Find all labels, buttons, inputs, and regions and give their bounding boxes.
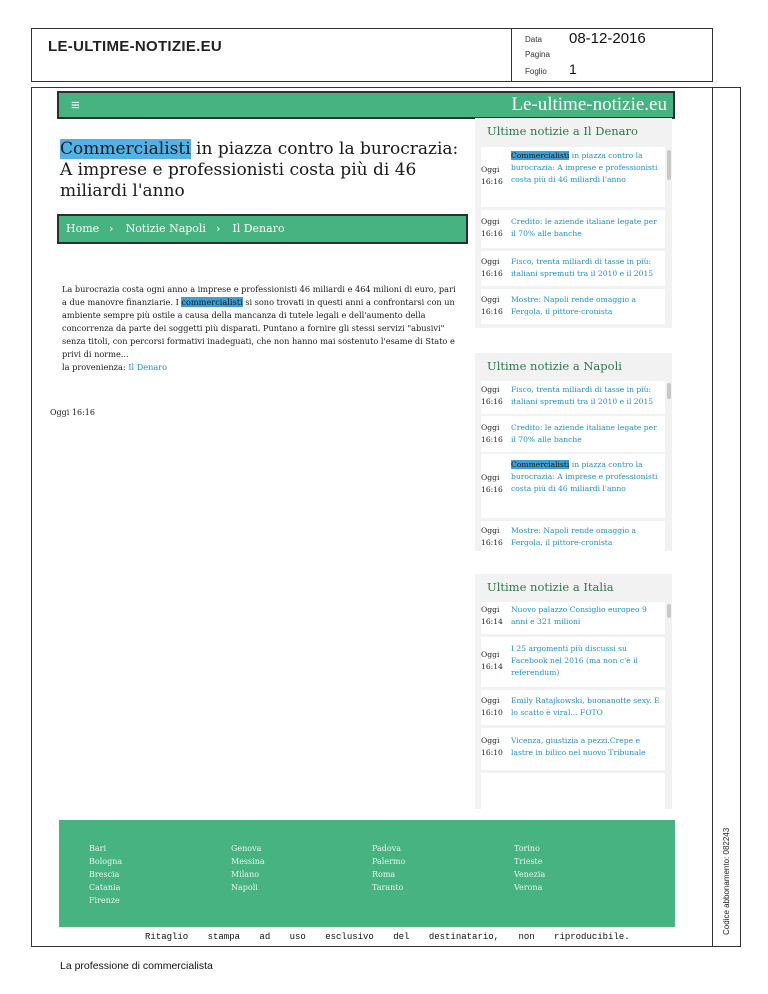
item-title[interactable]: I 25 argomenti più discussi su Facebook nel 2016 (ma non c'è il referendum) <box>511 644 638 677</box>
list-item[interactable] <box>481 289 665 324</box>
city-link[interactable]: Milano <box>231 870 260 879</box>
panel-heading: Ultime notizie a Il Denaro <box>487 124 638 138</box>
city-column-4 <box>514 842 545 894</box>
item-day: Oggi <box>481 165 500 174</box>
item-time: 16:16 <box>481 269 503 278</box>
item-day: Oggi <box>481 736 500 745</box>
foglio-value: 1 <box>569 61 577 77</box>
item-time: 16:10 <box>481 708 503 717</box>
source-label: la provenienza: <box>62 362 129 372</box>
list-item[interactable] <box>481 251 665 286</box>
city-link[interactable]: Trieste <box>514 857 543 866</box>
city-column-3 <box>372 842 405 894</box>
article-text-2: si sono trovati in questi anni a confrontarsi con un ambiente sempre più ostile a causa della mancanza di tutele legali e dell'aumento della concorrenza da parte dei soggetti più disparati. Puntano a fornire gli stessi servizi "abusivi" senza titoli, con percorsi formativi inadeguati, che non hanno mai sostenuto l'esame di Stato e privi di norme... <box>62 297 455 359</box>
side-strip <box>713 87 741 947</box>
city-link[interactable]: Torino <box>514 844 540 853</box>
source-name: LE-ULTIME-NOTIZIE.EU <box>48 38 223 55</box>
item-title[interactable]: Mostre: Napoli rende omaggio a Fergola, il pittore-cronista <box>511 295 637 316</box>
subscription-code: Codice abbonamento: 082243 <box>722 827 731 935</box>
item-title[interactable]: in piazza contro la burocrazia: A imprese e professionisti costa più di 46 miliardi l'anno <box>511 460 658 493</box>
item-time: 16:16 <box>481 177 503 186</box>
item-title[interactable]: Fisco, trenta miliardi di tasse in più: italiani spremuti tra il 2010 e il 2015 <box>511 257 654 278</box>
scrollbar[interactable] <box>667 604 671 618</box>
article-headline <box>60 139 470 202</box>
item-time: 16:16 <box>481 307 503 316</box>
item-title[interactable]: in piazza contro la burocrazia: A imprese e professionisti costa più di 46 miliardi l'anno <box>511 151 658 184</box>
breadcrumb-il-denaro[interactable]: Il Denaro <box>232 222 285 235</box>
item-title[interactable]: Fisco, trenta miliardi di tasse in più: italiani spremuti tra il 2010 e il 2015 <box>511 385 654 406</box>
item-time: 16:14 <box>481 662 503 671</box>
item-title[interactable]: Emily Ratajkowski, buonanotte sexy. E lo scatto è viral... FOTO <box>511 696 660 717</box>
scrollbar[interactable] <box>667 383 671 399</box>
foglio-label: Foglio <box>525 67 547 76</box>
item-day: Oggi <box>481 696 500 705</box>
site-footer <box>59 820 675 927</box>
source-link[interactable]: Il Denaro <box>128 362 168 372</box>
panel-heading: Ultime notizie a Napoli <box>487 359 622 373</box>
list-item[interactable] <box>481 210 665 248</box>
reproduction-disclaimer: Ritaglio stampa ad uso esclusivo del destinatario, non riproducibile. <box>145 932 630 942</box>
city-link[interactable]: Catania <box>89 883 121 892</box>
city-link[interactable]: Firenze <box>89 896 120 905</box>
breadcrumb-home[interactable]: Home <box>66 222 100 235</box>
list-item[interactable] <box>481 637 665 687</box>
item-title[interactable]: Credito: le aziende italiane legate per il 70% alle banche <box>511 217 657 238</box>
headline-highlight: Commercialisti <box>60 139 191 159</box>
city-link[interactable]: Taranto <box>372 883 404 892</box>
item-day: Oggi <box>481 473 500 482</box>
panel-napoli <box>475 353 672 551</box>
panel-heading: Ultime notizie a Italia <box>487 580 614 594</box>
city-link[interactable]: Roma <box>372 870 396 879</box>
article-time: Oggi 16:16 <box>50 408 95 417</box>
panel-il-denaro <box>475 118 672 328</box>
item-day: Oggi <box>481 605 500 614</box>
city-link[interactable]: Napoli <box>231 883 258 892</box>
city-link[interactable]: Verona <box>514 883 543 892</box>
city-column-1 <box>89 842 122 907</box>
item-title[interactable]: Credito: le aziende italiane legate per il 70% alle banche <box>511 423 657 444</box>
list-item[interactable] <box>481 521 665 551</box>
item-day: Oggi <box>481 526 500 535</box>
pagina-label: Pagina <box>525 50 550 59</box>
scrollbar[interactable] <box>667 150 671 180</box>
item-time: 16:14 <box>481 617 503 626</box>
item-day: Oggi <box>481 423 500 432</box>
item-day: Oggi <box>481 257 500 266</box>
article-text-1: La burocrazia costa ogni anno a imprese e professionisti 46 miliardi e 464 milioni di euro, pari a due manovre finanziarie. I <box>62 284 456 307</box>
item-day: Oggi <box>481 650 500 659</box>
list-item[interactable] <box>481 147 665 207</box>
clipping-category: La professione di commercialista <box>60 960 213 972</box>
chevron-right-icon: › <box>109 222 114 235</box>
data-value: 08-12-2016 <box>569 30 646 47</box>
site-header <box>57 91 675 119</box>
item-title[interactable]: Mostre: Napoli rende omaggio a Fergola, il pittore-cronista <box>511 526 637 547</box>
city-link[interactable]: Messina <box>231 857 265 866</box>
city-link[interactable]: Venezia <box>514 870 546 879</box>
headline-text: in piazza contro la burocrazia: A imprese e professionisti costa più di 46 miliardi l'anno <box>60 139 459 201</box>
city-link[interactable]: Bologna <box>89 857 123 866</box>
item-time: 16:16 <box>481 435 503 444</box>
city-column-2 <box>231 842 265 894</box>
article-body <box>62 283 462 374</box>
item-time: 16:10 <box>481 748 503 757</box>
list-item[interactable] <box>481 602 665 634</box>
city-link[interactable]: Brescia <box>89 870 120 879</box>
site-title[interactable]: Le-ultime-notizie.eu <box>511 94 667 115</box>
item-title[interactable]: Vicenza, giustizia a pezzi.Crepe e lastre in bilico nel nuovo Tribunale <box>511 736 646 757</box>
city-link[interactable]: Palermo <box>372 857 406 866</box>
list-item[interactable] <box>481 454 665 518</box>
item-title[interactable]: Nuovo palazzo Consiglio europeo 9 anni e 321 milioni <box>511 605 647 626</box>
list-item[interactable] <box>481 416 665 452</box>
menu-icon[interactable]: ≡ <box>71 97 80 114</box>
clipping-meta-box <box>511 28 714 82</box>
city-link[interactable]: Genova <box>231 844 262 853</box>
panel-italia <box>475 574 672 809</box>
city-link[interactable]: Bari <box>89 844 107 853</box>
item-time: 16:16 <box>481 397 503 406</box>
item-day: Oggi <box>481 295 500 304</box>
data-label: Data <box>525 35 542 44</box>
item-day: Oggi <box>481 217 500 226</box>
city-link[interactable]: Padova <box>372 844 402 853</box>
list-item[interactable] <box>481 728 665 770</box>
item-day: Oggi <box>481 385 500 394</box>
list-item[interactable] <box>481 690 665 725</box>
item-highlight: Commercialisti <box>511 460 570 469</box>
list-item-cut[interactable] <box>481 773 665 809</box>
breadcrumb-notizie-napoli[interactable]: Notizie Napoli <box>125 222 206 235</box>
item-highlight: Commercialisti <box>511 151 570 160</box>
chevron-right-icon: › <box>215 222 221 235</box>
item-time: 16:16 <box>481 229 503 238</box>
item-time: 16:16 <box>481 485 503 494</box>
item-time: 16:16 <box>481 538 503 547</box>
list-item[interactable] <box>481 381 665 414</box>
breadcrumb <box>57 214 468 244</box>
article-highlight: commercialisti <box>181 297 243 307</box>
